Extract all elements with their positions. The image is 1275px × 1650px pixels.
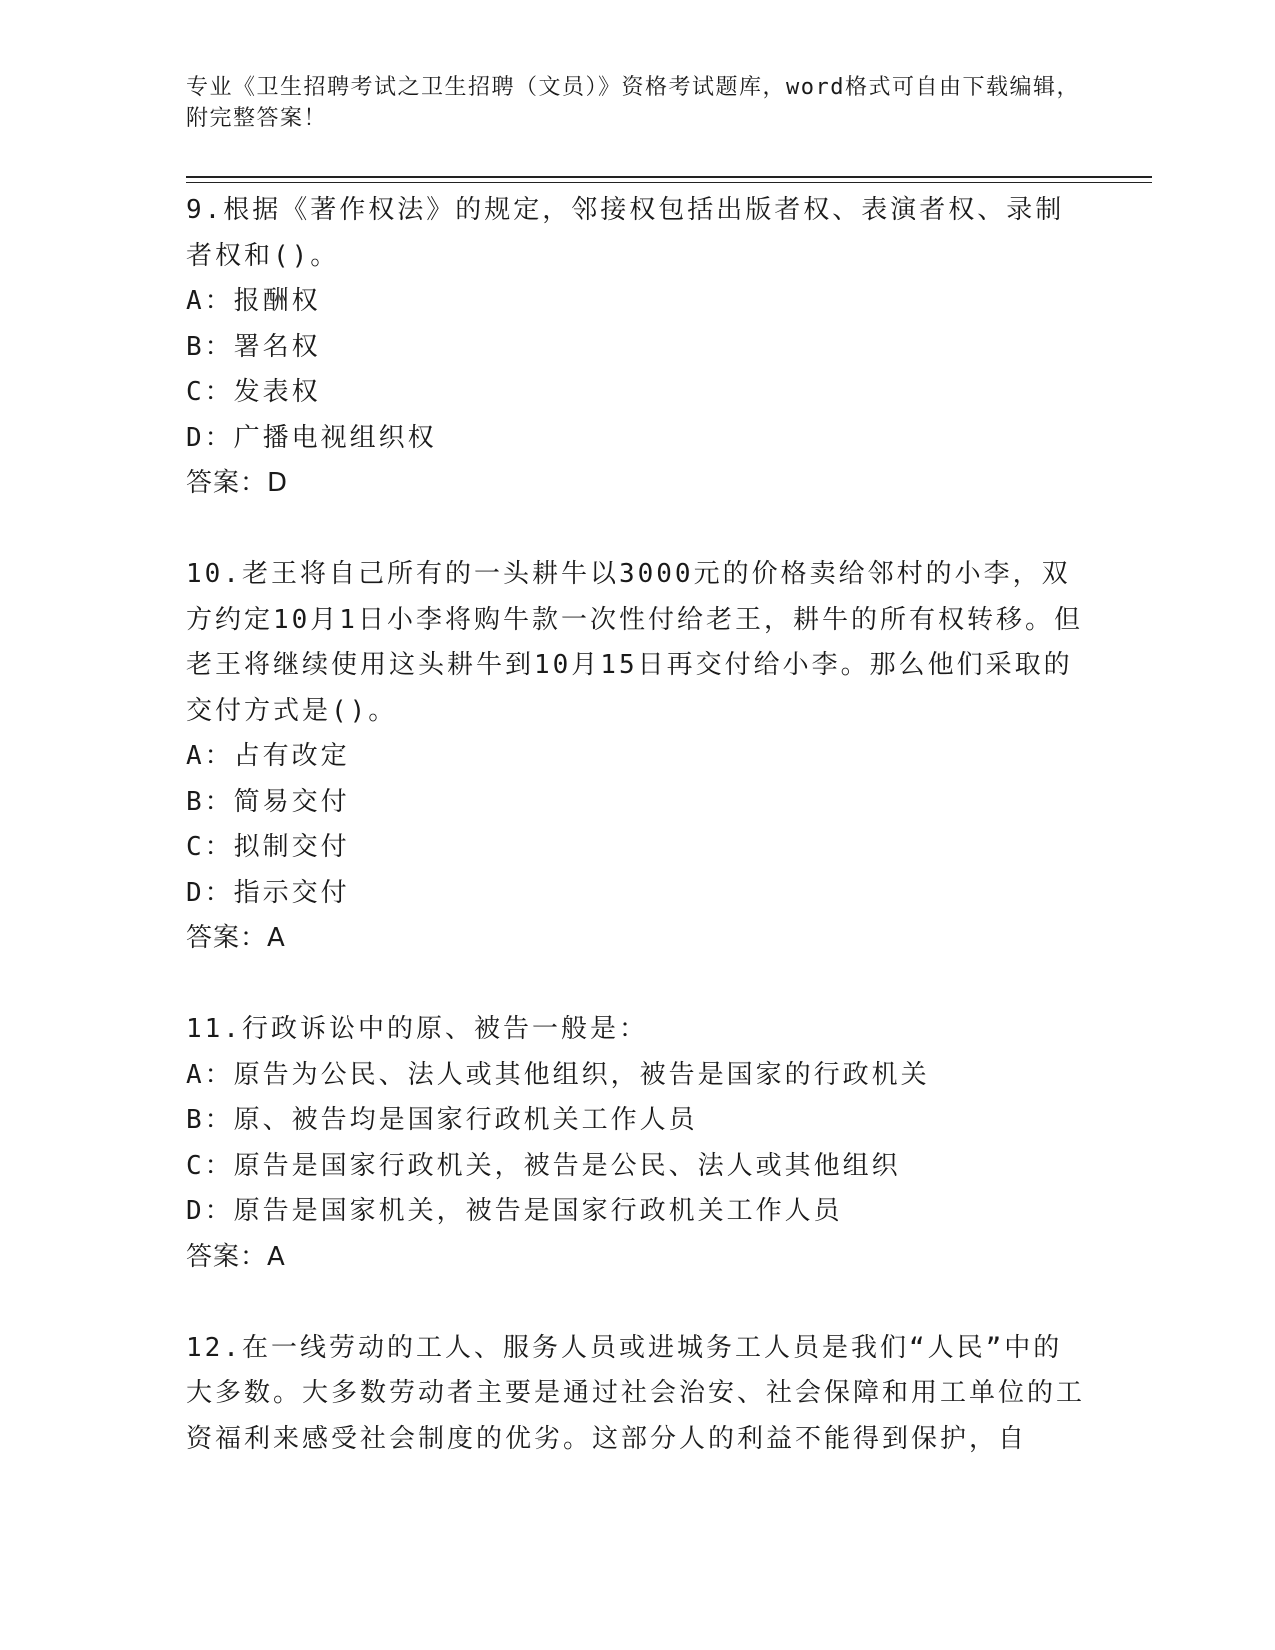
question-stem: 9.根据《著作权法》的规定，邻接权包括出版者权、表演者权、录制者权和()。: [186, 195, 1065, 271]
answer: 答案：A: [186, 1241, 286, 1272]
question-gap: [186, 507, 1086, 553]
option-c: C：原告是国家行政机关，被告是公民、法人或其他组织: [186, 1150, 901, 1181]
option-c: C：拟制交付: [186, 832, 350, 862]
question-stem: 12.在一线劳动的工人、服务人员或进城务工人员是我们“人民”中的大多数。大多数劳动者主要是通过社会治安、社会保障和用工单位的工资福利来感受社会制度的优劣。这部分人的利益不能得到保护，自: [186, 1332, 1086, 1454]
question-gap: [186, 1280, 1086, 1326]
option-a: A：报酬权: [186, 286, 321, 316]
question-list: [186, 188, 1086, 1462]
option-c: C：发表权: [186, 377, 321, 407]
option-b: B：原、被告均是国家行政机关工作人员: [186, 1105, 698, 1135]
question-gap: [186, 962, 1086, 1008]
document-header: 专业《卫生招聘考试之卫生招聘（文员）》资格考试题库，word格式可自由下载编辑，附完整答案！: [186, 75, 1080, 131]
question-9: [186, 188, 1086, 507]
option-b: B：署名权: [186, 331, 321, 362]
question-stem: 10.老王将自己所有的一头耕牛以3000元的价格卖给邻村的小李，双方约定10月1日小李将购牛款一次性付给老王，耕牛的所有权转移。但老王将继续使用这头耕牛到10月15日再交付给小李。那么他们采取的交付方式是()。: [186, 559, 1083, 726]
question-stem: 11.行政诉讼中的原、被告一般是：: [186, 1014, 648, 1044]
option-b: B：简易交付: [186, 786, 350, 817]
answer: 答案：A: [186, 923, 286, 953]
option-d: D：指示交付: [186, 877, 350, 908]
option-d: D：原告是国家机关，被告是国家行政机关工作人员: [186, 1196, 843, 1226]
question-12: [186, 1326, 1086, 1463]
question-10: [186, 552, 1086, 962]
header-divider-thick: [186, 176, 1152, 178]
question-11: [186, 1007, 1086, 1280]
header-divider-thin: [186, 182, 1152, 183]
option-d: D：广播电视组织权: [186, 422, 437, 453]
option-a: A：占有改定: [186, 741, 350, 771]
answer: 答案：D: [186, 468, 289, 498]
option-a: A：原告为公民、法人或其他组织，被告是国家的行政机关: [186, 1059, 930, 1090]
